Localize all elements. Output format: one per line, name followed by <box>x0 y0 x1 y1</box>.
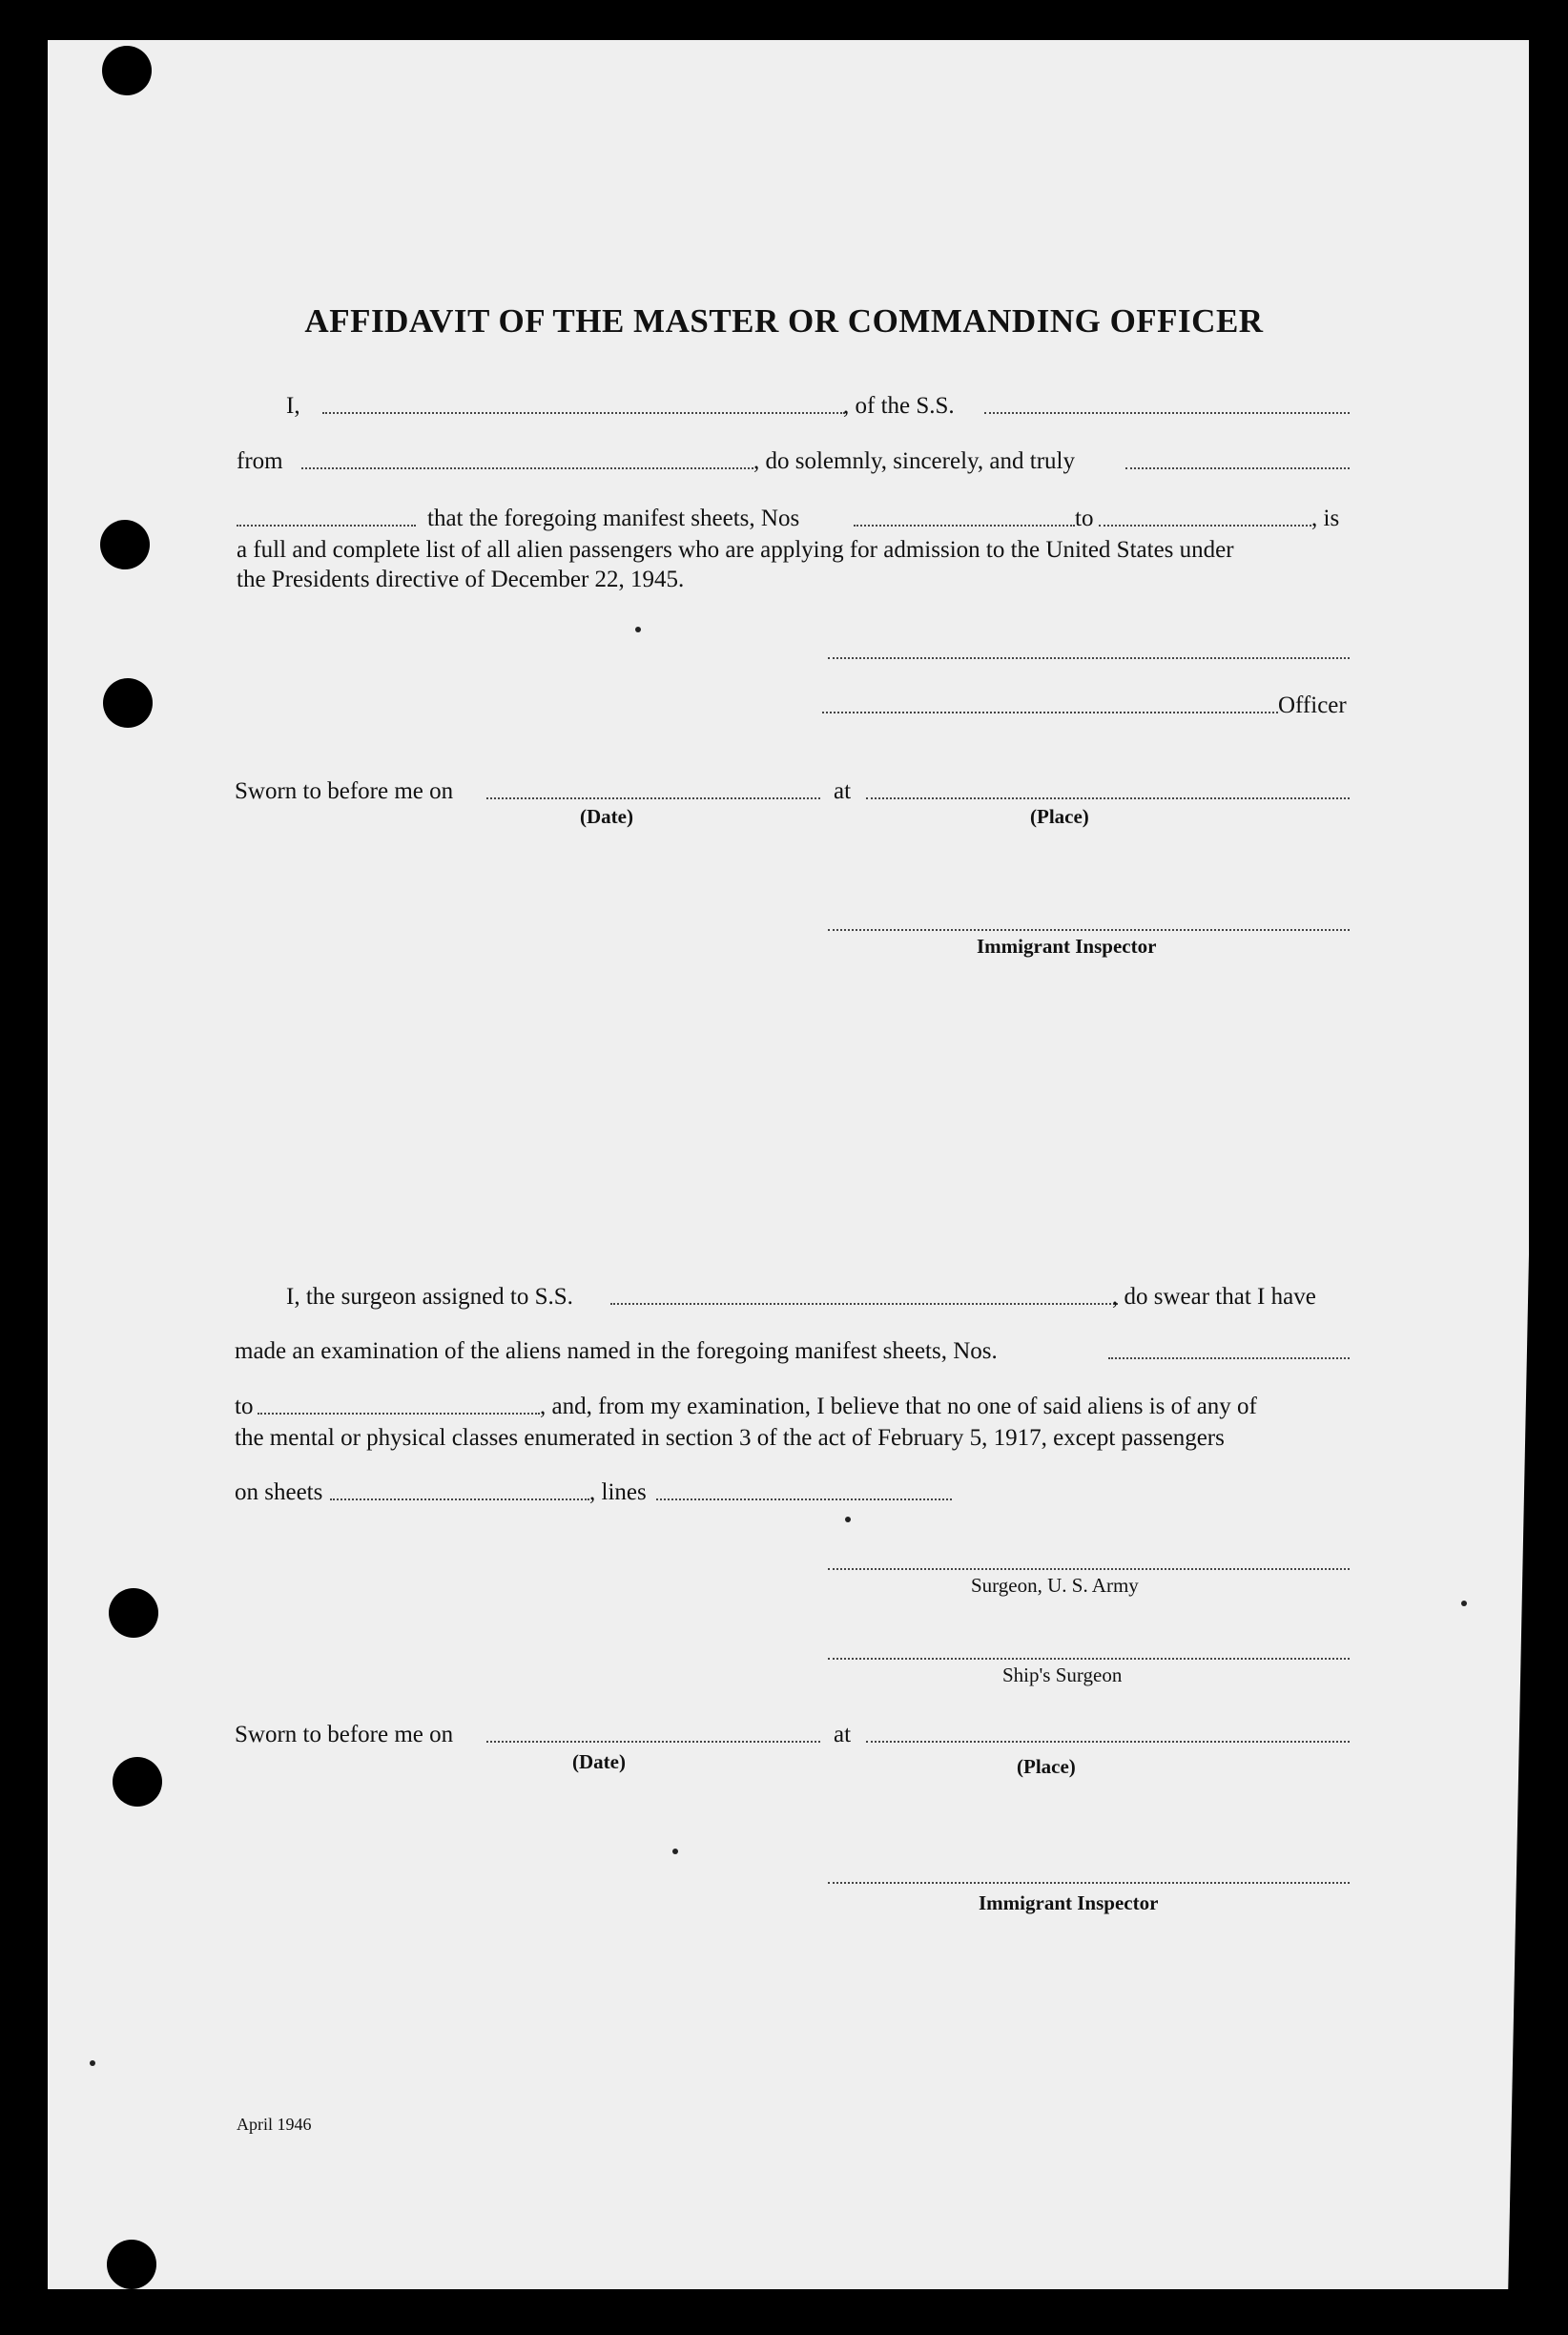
surgeon-sheet-from-field[interactable] <box>1108 1357 1350 1359</box>
army-surgeon-signature-line[interactable] <box>828 1568 1350 1570</box>
label-at: at <box>834 778 852 804</box>
date-caption: (Date) <box>580 805 633 828</box>
scan-speck <box>635 627 641 632</box>
oath-field[interactable] <box>1125 467 1350 469</box>
label-sworn: Sworn to before me on <box>235 778 454 804</box>
surgeon-line: made an examination of the aliens named in the foregoing manifest sheets, Nos. <box>235 1338 998 1364</box>
surgeon-line: , and, from my examination, I believe that no one of said aliens is of any of <box>540 1394 1257 1419</box>
binder-hole <box>107 2240 156 2289</box>
paragraph-line: the Presidents directive of December 22, 1945. <box>237 567 685 592</box>
scan-speck <box>1461 1601 1467 1606</box>
exception-sheets-field[interactable] <box>330 1498 589 1500</box>
scan-speck <box>672 1849 678 1854</box>
sheet-to-field[interactable] <box>1099 525 1311 527</box>
form-title: AFFIDAVIT OF THE MASTER OR COMMANDING OFFICER <box>304 302 1264 340</box>
inspector-signature-line[interactable] <box>828 929 1350 931</box>
footer-date: April 1946 <box>237 2115 312 2134</box>
army-surgeon-caption: Surgeon, U. S. Army <box>971 1574 1139 1597</box>
surgeon-ship-field[interactable] <box>610 1303 1118 1305</box>
label-at: at <box>834 1722 852 1747</box>
oath-verb-field[interactable] <box>237 525 416 527</box>
paragraph-line: a full and complete list of all alien passengers who are applying for admission to the United States under <box>237 537 1234 563</box>
binder-hole <box>109 1588 158 1638</box>
surgeon-line: , do swear that I have <box>1112 1284 1316 1310</box>
label-officer: Officer <box>1278 692 1347 718</box>
binder-hole <box>103 678 153 728</box>
scan-speck <box>845 1517 851 1522</box>
label-to: to <box>235 1394 254 1419</box>
label-lines: , lines <box>589 1479 647 1505</box>
inspector-caption: Immigrant Inspector <box>977 935 1157 958</box>
binder-hole <box>100 520 150 569</box>
label-sworn: Sworn to before me on <box>235 1722 454 1747</box>
port-field[interactable] <box>301 467 753 469</box>
binder-hole <box>113 1757 162 1807</box>
surgeon-line: I, the surgeon assigned to S.S. <box>286 1284 573 1310</box>
label-of-ss: , of the S.S. <box>843 393 955 419</box>
surgeon-sworn-place-field[interactable] <box>866 1741 1350 1743</box>
exception-lines-field[interactable] <box>656 1498 952 1500</box>
place-caption: (Place) <box>1017 1755 1076 1778</box>
label-i: I, <box>286 393 300 419</box>
label-from: from <box>237 448 283 474</box>
officer-signature-line[interactable] <box>822 712 1278 713</box>
binder-hole <box>102 46 152 95</box>
label-on-sheets: on sheets <box>235 1479 323 1505</box>
surgeon-line: the mental or physical classes enumerated in section 3 of the act of February 5, 1917, except passengers <box>235 1425 1225 1451</box>
sworn-date-field[interactable] <box>486 797 820 799</box>
ships-surgeon-signature-line[interactable] <box>828 1658 1350 1660</box>
scan-speck <box>90 2060 95 2066</box>
surgeon-sheet-to-field[interactable] <box>258 1413 540 1415</box>
surgeon-sworn-date-field[interactable] <box>486 1741 820 1743</box>
sheet-from-field[interactable] <box>854 525 1075 527</box>
label-foregoing: that the foregoing manifest sheets, Nos <box>427 506 800 531</box>
date-caption: (Date) <box>572 1750 626 1773</box>
document-page <box>48 40 1529 2289</box>
label-to: to <box>1075 506 1094 531</box>
ship-name-field[interactable] <box>984 412 1350 414</box>
master-signature-line[interactable] <box>828 657 1350 659</box>
label-solemnly: , do solemnly, sincerely, and truly <box>753 448 1075 474</box>
ships-surgeon-caption: Ship's Surgeon <box>1002 1663 1123 1686</box>
sworn-place-field[interactable] <box>866 797 1350 799</box>
label-is: , is <box>1311 506 1340 531</box>
place-caption: (Place) <box>1030 805 1089 828</box>
inspector-caption: Immigrant Inspector <box>979 1891 1159 1914</box>
master-name-field[interactable] <box>322 412 845 414</box>
surgeon-inspector-signature-line[interactable] <box>828 1882 1350 1884</box>
